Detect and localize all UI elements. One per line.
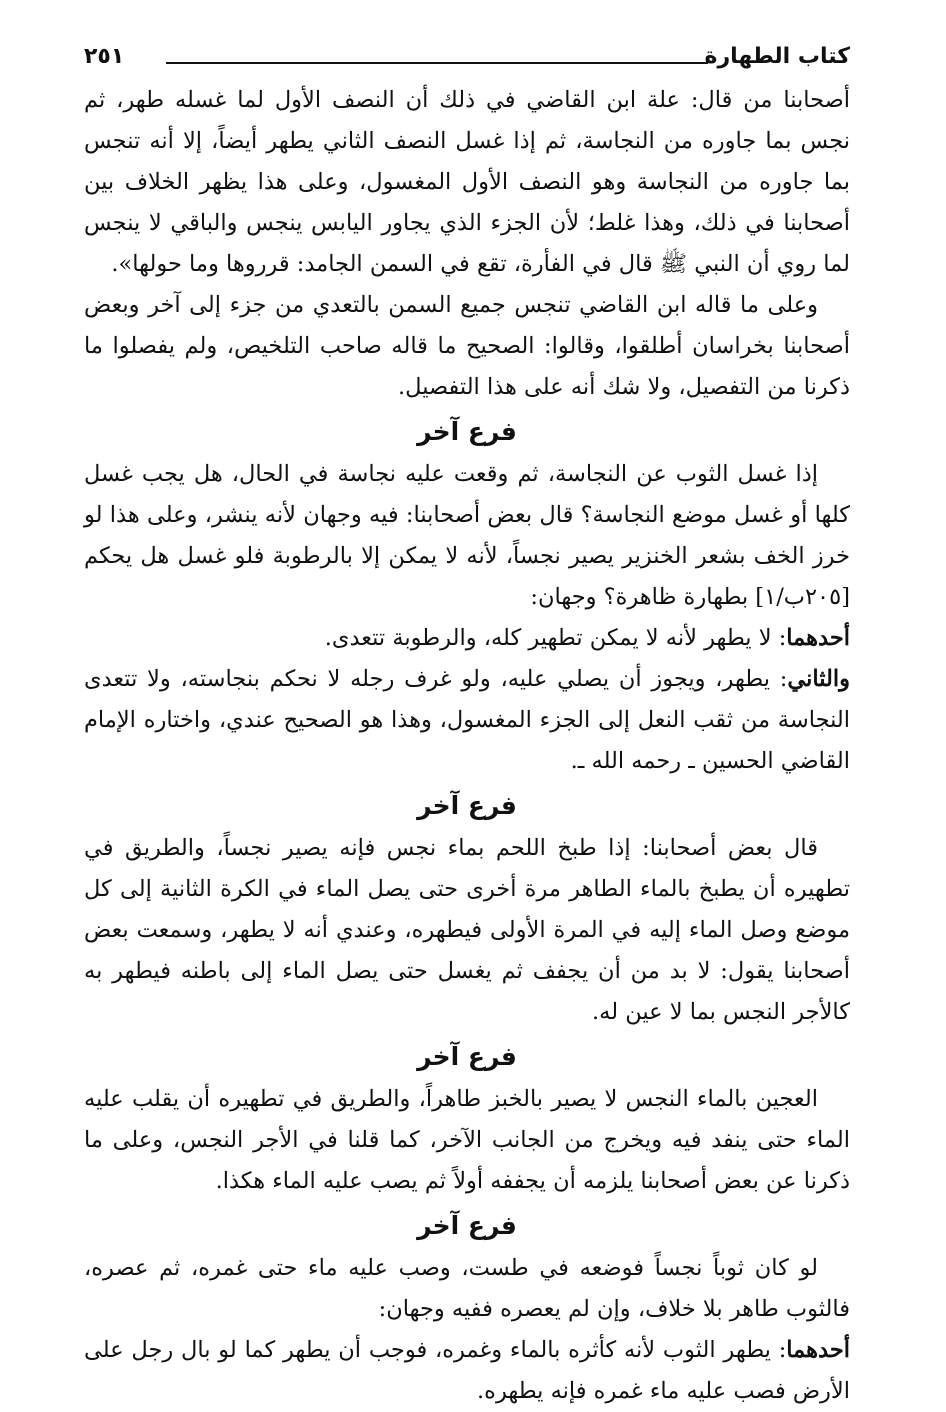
paragraph xyxy=(84,618,850,659)
page xyxy=(84,36,850,1412)
paragraph: العجين بالماء النجس لا يصير بالخبز طاهراً، والطريق في تطهيره أن يقلب عليه الماء حتى ينفد فيه ويخرج من الجانب الآخر، كما قلنا في الأجر النجس، وعلى ما ذكرنا عن بعض أصحابنا يلزمه أن يجففه أولاً ثم يصب عليه الماء هكذا. xyxy=(84,1086,850,1194)
paragraph: إذا غسل الثوب عن النجاسة، ثم وقعت عليه نجاسة في الحال، هل يجب غسل كلها أو غسل موضع النجاسة؟ قال بعض أصحابنا: فيه وجهان لأنه ينشر، وعلى هذا لو خرز الخف بشعر الخنزير يصير نجساً، لأنه لا يمكن إلا بالرطوبة فلو غسل هل يحكم [٢٠٥ب/١] بطهارة ظاهرة؟ وجهان: xyxy=(84,461,850,610)
section-heading: فرع آخر xyxy=(417,417,517,446)
section-heading: فرع آخر xyxy=(417,1211,517,1240)
header-rule xyxy=(166,62,708,64)
paragraph xyxy=(84,659,850,782)
paragraph: لو كان ثوباً نجساً فوضعه في طست، وصب عليه ماء حتى غمره، ثم عصره، فالثوب طاهر بلا خلاف، وإن لم يعصره ففيه وجهان: xyxy=(84,1255,850,1322)
paragraph: قال بعض أصحابنا: إذا طبخ اللحم بماء نجس فإنه يصير نجساً، والطريق في تطهيره أن يطبخ بالماء الطاهر مرة أخرى حتى يصل الماء في الكرة الثانية إلى كل موضع وصل الماء إليه في المرة الأولى فيطهره، وعندي أنه لا يطهر، وسمعت بعض أصحابنا يقول: لا بد من أن يجفف ثم يغسل حتى يصل الماء إلى باطنه فيطهر به كالأجر النجس بما لا عين له. xyxy=(84,835,850,1025)
paragraph-body: : لا يطهر لأنه لا يمكن تطهير كله، والرطوبة تتعدى. xyxy=(324,625,787,651)
running-header xyxy=(84,36,850,80)
section-heading: فرع آخر xyxy=(417,1042,517,1071)
paragraph-body: : يطهر، ويجوز أن يصلي عليه، ولو غرف رجله لا نحكم بنجاسته، ولا تتعدى النجاسة من ثقب النعل إلى الجزء المغسول، وهذا هو الصحيح عندي، واختاره الإمام القاضي الحسين ـ رحمه الله ـ. xyxy=(84,666,850,774)
paragraph: أصحابنا من قال: علة ابن القاضي في ذلك أن النصف الأول لما غسله طهر، ثم نجس بما جاوره من النجاسة، ثم إذا غسل النصف الثاني يطهر أيضاً، إلا أنه تنجس بما جاوره من النجاسة وهو النصف الأول المغسول، وعلى هذا يظهر الخلاف بين أصحابنا في ذلك، وهذا غلط؛ لأن الجزء الذي يجاور اليابس ينجس والباقي لا ينجس لما روي أن النبي ﷺ قال في الفأرة، تقع في السمن الجامد: قرروها وما حولها». xyxy=(84,87,850,277)
page-number: ٢٥١ xyxy=(84,44,125,69)
section-heading: فرع آخر xyxy=(417,791,517,820)
paragraph-lead: أحدهما xyxy=(786,1337,850,1363)
paragraph-lead: أحدهما xyxy=(786,625,850,651)
book-title: كتاب الطهارة xyxy=(704,44,850,69)
paragraph xyxy=(84,1330,850,1412)
paragraph-body: : يطهر الثوب لأنه كأثره بالماء وغمره، فوجب أن يطهر كما لو بال رجل على الأرض فصب عليه ماء غمره فإنه يطهره. xyxy=(84,1337,850,1404)
paragraph-lead: والثاني xyxy=(787,666,850,692)
paragraph: وعلى ما قاله ابن القاضي تنجس جميع السمن بالتعدي من جزء إلى آخر وبعض أصحابنا بخراسان أطلقوا، وقالوا: الصحيح ما قاله صاحب التلخيص، ولم يفصلوا ما ذكرنا من التفصيل، ولا شك أنه على هذا التفصيل. xyxy=(84,292,850,400)
